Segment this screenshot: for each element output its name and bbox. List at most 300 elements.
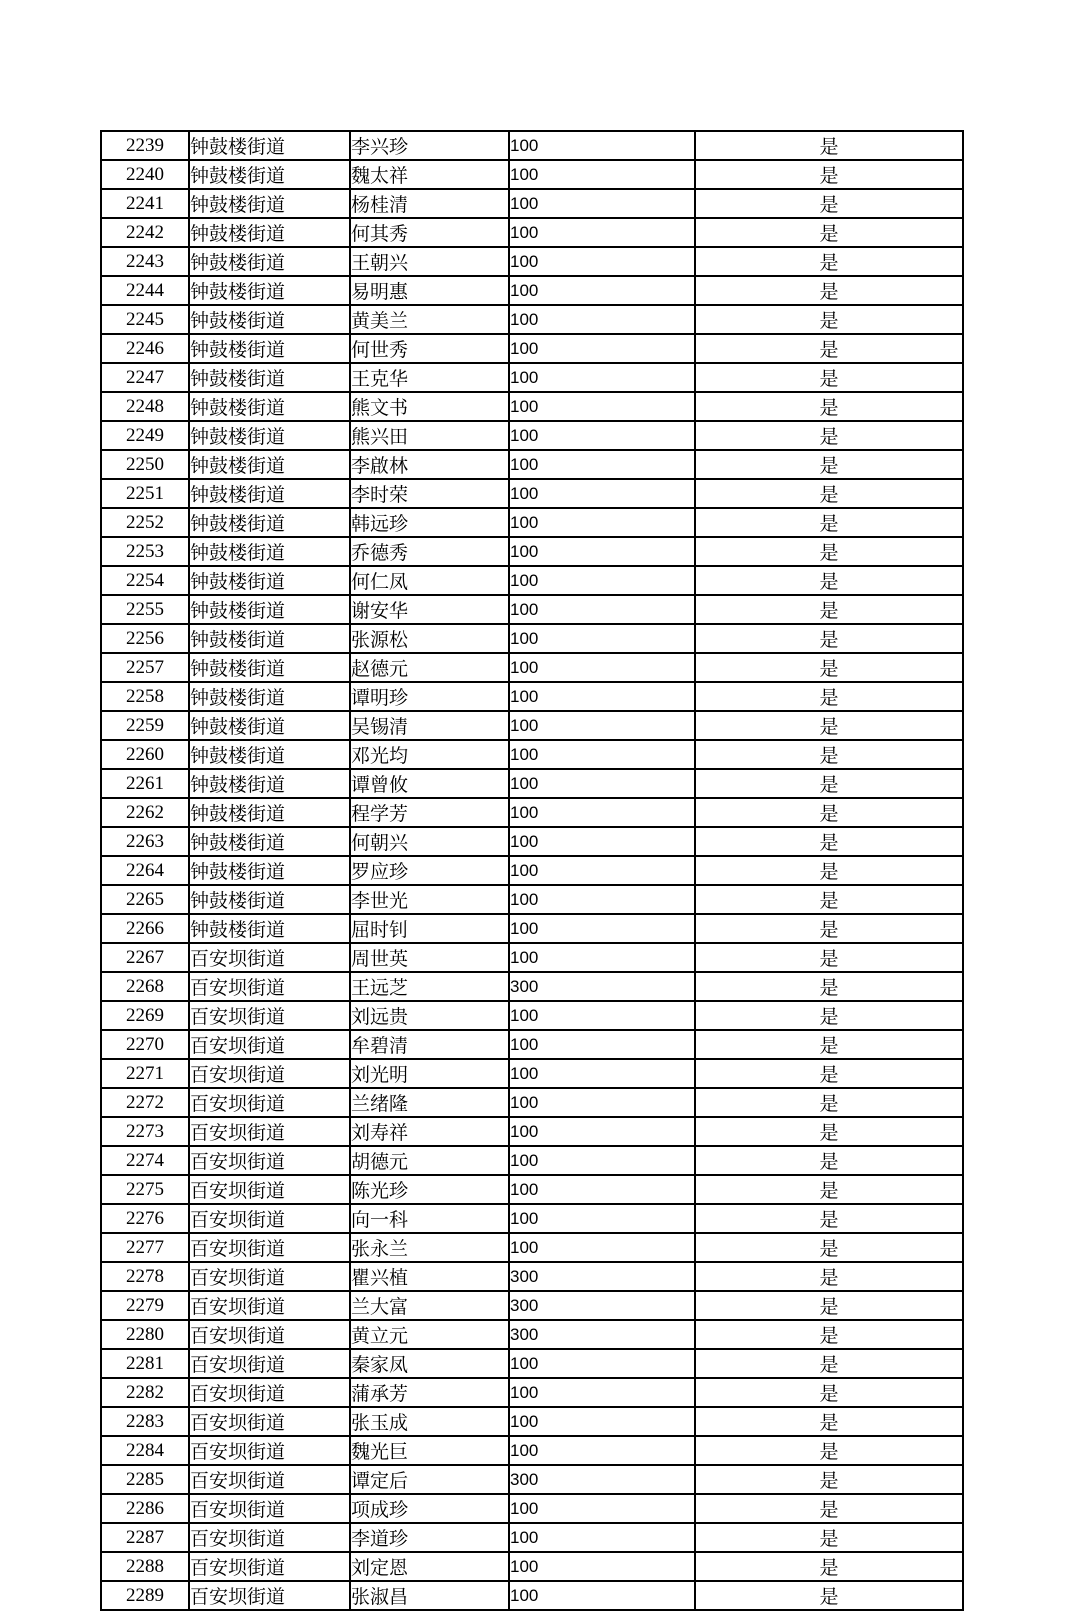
table-row bbox=[101, 1349, 963, 1378]
table-row bbox=[101, 653, 963, 682]
table-row bbox=[101, 1233, 963, 1262]
cell-confirmed: 是 bbox=[695, 508, 963, 537]
cell-street: 钟鼓楼街道 bbox=[189, 247, 350, 276]
cell-street: 百安坝街道 bbox=[189, 1262, 350, 1291]
cell-row-number: 2243 bbox=[101, 247, 189, 276]
cell-row-number: 2285 bbox=[101, 1465, 189, 1494]
cell-amount: 100 bbox=[509, 450, 695, 479]
cell-confirmed: 是 bbox=[695, 276, 963, 305]
cell-amount: 100 bbox=[509, 1378, 695, 1407]
cell-row-number: 2277 bbox=[101, 1233, 189, 1262]
cell-amount: 100 bbox=[509, 247, 695, 276]
cell-confirmed: 是 bbox=[695, 827, 963, 856]
table-row bbox=[101, 1117, 963, 1146]
cell-confirmed: 是 bbox=[695, 798, 963, 827]
table-row bbox=[101, 740, 963, 769]
cell-person-name: 张源松 bbox=[350, 624, 509, 653]
cell-amount: 100 bbox=[509, 537, 695, 566]
cell-street: 百安坝街道 bbox=[189, 1552, 350, 1581]
cell-confirmed: 是 bbox=[695, 972, 963, 1001]
cell-amount: 100 bbox=[509, 1088, 695, 1117]
table-row bbox=[101, 798, 963, 827]
cell-amount: 100 bbox=[509, 653, 695, 682]
cell-row-number: 2280 bbox=[101, 1320, 189, 1349]
table-row bbox=[101, 276, 963, 305]
cell-person-name: 刘寿祥 bbox=[350, 1117, 509, 1146]
cell-amount: 100 bbox=[509, 305, 695, 334]
cell-person-name: 刘远贵 bbox=[350, 1001, 509, 1030]
cell-person-name: 王远芝 bbox=[350, 972, 509, 1001]
cell-confirmed: 是 bbox=[695, 1349, 963, 1378]
cell-confirmed: 是 bbox=[695, 1552, 963, 1581]
cell-amount: 300 bbox=[509, 1291, 695, 1320]
cell-amount: 100 bbox=[509, 1146, 695, 1175]
cell-street: 百安坝街道 bbox=[189, 1581, 350, 1610]
cell-person-name: 谢安华 bbox=[350, 595, 509, 624]
cell-street: 百安坝街道 bbox=[189, 1465, 350, 1494]
table-row bbox=[101, 827, 963, 856]
cell-amount: 100 bbox=[509, 392, 695, 421]
cell-person-name: 王克华 bbox=[350, 363, 509, 392]
table-row bbox=[101, 334, 963, 363]
cell-person-name: 周世英 bbox=[350, 943, 509, 972]
cell-row-number: 2284 bbox=[101, 1436, 189, 1465]
cell-street: 百安坝街道 bbox=[189, 1146, 350, 1175]
cell-person-name: 魏太祥 bbox=[350, 160, 509, 189]
cell-confirmed: 是 bbox=[695, 1436, 963, 1465]
cell-row-number: 2256 bbox=[101, 624, 189, 653]
table-row bbox=[101, 363, 963, 392]
cell-row-number: 2289 bbox=[101, 1581, 189, 1610]
cell-person-name: 熊文书 bbox=[350, 392, 509, 421]
cell-row-number: 2267 bbox=[101, 943, 189, 972]
cell-amount: 100 bbox=[509, 1233, 695, 1262]
cell-street: 钟鼓楼街道 bbox=[189, 856, 350, 885]
cell-amount: 100 bbox=[509, 856, 695, 885]
cell-confirmed: 是 bbox=[695, 1204, 963, 1233]
cell-row-number: 2263 bbox=[101, 827, 189, 856]
cell-confirmed: 是 bbox=[695, 1378, 963, 1407]
table-row bbox=[101, 566, 963, 595]
cell-confirmed: 是 bbox=[695, 218, 963, 247]
cell-confirmed: 是 bbox=[695, 392, 963, 421]
cell-person-name: 谭曾攸 bbox=[350, 769, 509, 798]
table-row bbox=[101, 972, 963, 1001]
cell-row-number: 2261 bbox=[101, 769, 189, 798]
cell-street: 钟鼓楼街道 bbox=[189, 218, 350, 247]
cell-row-number: 2286 bbox=[101, 1494, 189, 1523]
cell-confirmed: 是 bbox=[695, 189, 963, 218]
cell-confirmed: 是 bbox=[695, 740, 963, 769]
cell-amount: 100 bbox=[509, 1523, 695, 1552]
cell-street: 钟鼓楼街道 bbox=[189, 363, 350, 392]
cell-person-name: 屈时钊 bbox=[350, 914, 509, 943]
cell-street: 钟鼓楼街道 bbox=[189, 479, 350, 508]
table-row bbox=[101, 1494, 963, 1523]
cell-row-number: 2265 bbox=[101, 885, 189, 914]
cell-row-number: 2273 bbox=[101, 1117, 189, 1146]
cell-street: 钟鼓楼街道 bbox=[189, 160, 350, 189]
table-row bbox=[101, 1581, 963, 1610]
cell-confirmed: 是 bbox=[695, 1146, 963, 1175]
cell-street: 钟鼓楼街道 bbox=[189, 769, 350, 798]
table-row bbox=[101, 914, 963, 943]
cell-person-name: 张玉成 bbox=[350, 1407, 509, 1436]
cell-person-name: 陈光珍 bbox=[350, 1175, 509, 1204]
table-row bbox=[101, 856, 963, 885]
table-row bbox=[101, 595, 963, 624]
cell-confirmed: 是 bbox=[695, 537, 963, 566]
table-row bbox=[101, 769, 963, 798]
cell-street: 百安坝街道 bbox=[189, 1378, 350, 1407]
cell-street: 钟鼓楼街道 bbox=[189, 827, 350, 856]
cell-row-number: 2246 bbox=[101, 334, 189, 363]
cell-amount: 100 bbox=[509, 421, 695, 450]
cell-row-number: 2272 bbox=[101, 1088, 189, 1117]
cell-confirmed: 是 bbox=[695, 1117, 963, 1146]
cell-row-number: 2244 bbox=[101, 276, 189, 305]
cell-confirmed: 是 bbox=[695, 624, 963, 653]
cell-street: 钟鼓楼街道 bbox=[189, 624, 350, 653]
table-row bbox=[101, 1291, 963, 1320]
cell-street: 百安坝街道 bbox=[189, 1320, 350, 1349]
cell-amount: 300 bbox=[509, 1465, 695, 1494]
cell-row-number: 2278 bbox=[101, 1262, 189, 1291]
table-row bbox=[101, 392, 963, 421]
cell-confirmed: 是 bbox=[695, 334, 963, 363]
cell-person-name: 谭定后 bbox=[350, 1465, 509, 1494]
table-row bbox=[101, 943, 963, 972]
cell-street: 百安坝街道 bbox=[189, 1001, 350, 1030]
table-row bbox=[101, 537, 963, 566]
cell-row-number: 2271 bbox=[101, 1059, 189, 1088]
cell-street: 百安坝街道 bbox=[189, 1436, 350, 1465]
cell-row-number: 2259 bbox=[101, 711, 189, 740]
cell-row-number: 2260 bbox=[101, 740, 189, 769]
cell-person-name: 罗应珍 bbox=[350, 856, 509, 885]
table-row bbox=[101, 1378, 963, 1407]
cell-amount: 100 bbox=[509, 1204, 695, 1233]
cell-row-number: 2281 bbox=[101, 1349, 189, 1378]
cell-street: 钟鼓楼街道 bbox=[189, 131, 350, 160]
cell-amount: 100 bbox=[509, 595, 695, 624]
cell-row-number: 2279 bbox=[101, 1291, 189, 1320]
cell-amount: 100 bbox=[509, 711, 695, 740]
cell-amount: 100 bbox=[509, 218, 695, 247]
cell-confirmed: 是 bbox=[695, 914, 963, 943]
cell-row-number: 2283 bbox=[101, 1407, 189, 1436]
cell-street: 百安坝街道 bbox=[189, 943, 350, 972]
cell-person-name: 瞿兴植 bbox=[350, 1262, 509, 1291]
cell-street: 钟鼓楼街道 bbox=[189, 189, 350, 218]
cell-row-number: 2239 bbox=[101, 131, 189, 160]
cell-confirmed: 是 bbox=[695, 1233, 963, 1262]
cell-person-name: 韩远珍 bbox=[350, 508, 509, 537]
table-row bbox=[101, 450, 963, 479]
cell-row-number: 2264 bbox=[101, 856, 189, 885]
cell-person-name: 张淑昌 bbox=[350, 1581, 509, 1610]
cell-confirmed: 是 bbox=[695, 421, 963, 450]
cell-amount: 100 bbox=[509, 1030, 695, 1059]
cell-person-name: 何仁凤 bbox=[350, 566, 509, 595]
cell-amount: 100 bbox=[509, 914, 695, 943]
cell-person-name: 杨桂清 bbox=[350, 189, 509, 218]
cell-confirmed: 是 bbox=[695, 1001, 963, 1030]
cell-row-number: 2287 bbox=[101, 1523, 189, 1552]
cell-amount: 100 bbox=[509, 1436, 695, 1465]
cell-person-name: 谭明珍 bbox=[350, 682, 509, 711]
table-row bbox=[101, 131, 963, 160]
cell-amount: 100 bbox=[509, 740, 695, 769]
cell-row-number: 2262 bbox=[101, 798, 189, 827]
cell-row-number: 2269 bbox=[101, 1001, 189, 1030]
cell-confirmed: 是 bbox=[695, 856, 963, 885]
cell-street: 百安坝街道 bbox=[189, 1523, 350, 1552]
cell-street: 百安坝街道 bbox=[189, 1175, 350, 1204]
cell-street: 百安坝街道 bbox=[189, 1204, 350, 1233]
cell-row-number: 2257 bbox=[101, 653, 189, 682]
cell-amount: 100 bbox=[509, 1117, 695, 1146]
table-row bbox=[101, 1407, 963, 1436]
cell-row-number: 2248 bbox=[101, 392, 189, 421]
cell-amount: 100 bbox=[509, 769, 695, 798]
cell-row-number: 2288 bbox=[101, 1552, 189, 1581]
table-row bbox=[101, 479, 963, 508]
cell-amount: 100 bbox=[509, 1494, 695, 1523]
cell-street: 百安坝街道 bbox=[189, 1117, 350, 1146]
cell-amount: 100 bbox=[509, 1552, 695, 1581]
cell-row-number: 2251 bbox=[101, 479, 189, 508]
cell-amount: 100 bbox=[509, 943, 695, 972]
table-row bbox=[101, 1088, 963, 1117]
cell-person-name: 刘光明 bbox=[350, 1059, 509, 1088]
cell-street: 百安坝街道 bbox=[189, 1407, 350, 1436]
cell-amount: 100 bbox=[509, 1349, 695, 1378]
table-row bbox=[101, 1523, 963, 1552]
table-row bbox=[101, 1001, 963, 1030]
table-row bbox=[101, 218, 963, 247]
cell-person-name: 蒲承芳 bbox=[350, 1378, 509, 1407]
cell-row-number: 2270 bbox=[101, 1030, 189, 1059]
cell-person-name: 李兴珍 bbox=[350, 131, 509, 160]
cell-street: 钟鼓楼街道 bbox=[189, 885, 350, 914]
cell-street: 百安坝街道 bbox=[189, 1030, 350, 1059]
cell-confirmed: 是 bbox=[695, 1030, 963, 1059]
cell-street: 钟鼓楼街道 bbox=[189, 450, 350, 479]
cell-person-name: 李啟林 bbox=[350, 450, 509, 479]
cell-person-name: 兰绪隆 bbox=[350, 1088, 509, 1117]
table-row bbox=[101, 1175, 963, 1204]
cell-confirmed: 是 bbox=[695, 1581, 963, 1610]
table-row bbox=[101, 885, 963, 914]
cell-street: 钟鼓楼街道 bbox=[189, 682, 350, 711]
table-row bbox=[101, 1320, 963, 1349]
cell-street: 百安坝街道 bbox=[189, 1233, 350, 1262]
cell-amount: 100 bbox=[509, 682, 695, 711]
cell-person-name: 秦家凤 bbox=[350, 1349, 509, 1378]
cell-confirmed: 是 bbox=[695, 160, 963, 189]
cell-confirmed: 是 bbox=[695, 1059, 963, 1088]
cell-row-number: 2250 bbox=[101, 450, 189, 479]
cell-amount: 100 bbox=[509, 508, 695, 537]
cell-row-number: 2282 bbox=[101, 1378, 189, 1407]
cell-street: 百安坝街道 bbox=[189, 1349, 350, 1378]
table-row bbox=[101, 1204, 963, 1233]
cell-amount: 100 bbox=[509, 1001, 695, 1030]
cell-row-number: 2268 bbox=[101, 972, 189, 1001]
cell-amount: 100 bbox=[509, 827, 695, 856]
cell-person-name: 李时荣 bbox=[350, 479, 509, 508]
table-row bbox=[101, 247, 963, 276]
cell-street: 百安坝街道 bbox=[189, 972, 350, 1001]
cell-row-number: 2245 bbox=[101, 305, 189, 334]
cell-amount: 100 bbox=[509, 160, 695, 189]
table-row bbox=[101, 189, 963, 218]
cell-amount: 100 bbox=[509, 798, 695, 827]
table-row bbox=[101, 1436, 963, 1465]
cell-confirmed: 是 bbox=[695, 1465, 963, 1494]
cell-person-name: 程学芳 bbox=[350, 798, 509, 827]
cell-row-number: 2266 bbox=[101, 914, 189, 943]
cell-person-name: 赵德元 bbox=[350, 653, 509, 682]
cell-person-name: 吴锡清 bbox=[350, 711, 509, 740]
cell-confirmed: 是 bbox=[695, 1262, 963, 1291]
cell-street: 钟鼓楼街道 bbox=[189, 798, 350, 827]
cell-person-name: 张永兰 bbox=[350, 1233, 509, 1262]
cell-person-name: 项成珍 bbox=[350, 1494, 509, 1523]
cell-person-name: 李世光 bbox=[350, 885, 509, 914]
cell-person-name: 向一科 bbox=[350, 1204, 509, 1233]
table-row bbox=[101, 624, 963, 653]
cell-person-name: 何世秀 bbox=[350, 334, 509, 363]
cell-row-number: 2247 bbox=[101, 363, 189, 392]
cell-confirmed: 是 bbox=[695, 1494, 963, 1523]
cell-street: 钟鼓楼街道 bbox=[189, 537, 350, 566]
cell-confirmed: 是 bbox=[695, 711, 963, 740]
cell-confirmed: 是 bbox=[695, 450, 963, 479]
cell-confirmed: 是 bbox=[695, 305, 963, 334]
table-row bbox=[101, 1146, 963, 1175]
cell-person-name: 胡德元 bbox=[350, 1146, 509, 1175]
cell-person-name: 牟碧清 bbox=[350, 1030, 509, 1059]
cell-confirmed: 是 bbox=[695, 1523, 963, 1552]
cell-confirmed: 是 bbox=[695, 1407, 963, 1436]
cell-street: 百安坝街道 bbox=[189, 1088, 350, 1117]
cell-street: 钟鼓楼街道 bbox=[189, 711, 350, 740]
cell-row-number: 2252 bbox=[101, 508, 189, 537]
cell-street: 钟鼓楼街道 bbox=[189, 566, 350, 595]
cell-amount: 100 bbox=[509, 566, 695, 595]
cell-street: 百安坝街道 bbox=[189, 1291, 350, 1320]
cell-confirmed: 是 bbox=[695, 1320, 963, 1349]
cell-street: 钟鼓楼街道 bbox=[189, 740, 350, 769]
table-row bbox=[101, 160, 963, 189]
roster-table-body bbox=[101, 131, 963, 1610]
cell-person-name: 魏光巨 bbox=[350, 1436, 509, 1465]
cell-street: 钟鼓楼街道 bbox=[189, 914, 350, 943]
cell-street: 钟鼓楼街道 bbox=[189, 508, 350, 537]
cell-confirmed: 是 bbox=[695, 943, 963, 972]
table-row bbox=[101, 1030, 963, 1059]
cell-amount: 100 bbox=[509, 624, 695, 653]
cell-row-number: 2276 bbox=[101, 1204, 189, 1233]
cell-street: 钟鼓楼街道 bbox=[189, 334, 350, 363]
cell-street: 钟鼓楼街道 bbox=[189, 595, 350, 624]
cell-person-name: 乔德秀 bbox=[350, 537, 509, 566]
cell-person-name: 黄立元 bbox=[350, 1320, 509, 1349]
cell-confirmed: 是 bbox=[695, 1088, 963, 1117]
cell-street: 百安坝街道 bbox=[189, 1059, 350, 1088]
cell-row-number: 2240 bbox=[101, 160, 189, 189]
cell-row-number: 2253 bbox=[101, 537, 189, 566]
cell-amount: 100 bbox=[509, 1407, 695, 1436]
cell-street: 钟鼓楼街道 bbox=[189, 653, 350, 682]
cell-amount: 100 bbox=[509, 1059, 695, 1088]
cell-amount: 300 bbox=[509, 1262, 695, 1291]
table-row bbox=[101, 711, 963, 740]
cell-confirmed: 是 bbox=[695, 247, 963, 276]
table-row bbox=[101, 421, 963, 450]
cell-confirmed: 是 bbox=[695, 566, 963, 595]
cell-amount: 100 bbox=[509, 334, 695, 363]
cell-street: 钟鼓楼街道 bbox=[189, 421, 350, 450]
cell-row-number: 2274 bbox=[101, 1146, 189, 1175]
table-row bbox=[101, 508, 963, 537]
table-row bbox=[101, 682, 963, 711]
cell-person-name: 邓光均 bbox=[350, 740, 509, 769]
cell-amount: 100 bbox=[509, 885, 695, 914]
cell-confirmed: 是 bbox=[695, 131, 963, 160]
cell-confirmed: 是 bbox=[695, 653, 963, 682]
cell-street: 钟鼓楼街道 bbox=[189, 305, 350, 334]
cell-confirmed: 是 bbox=[695, 885, 963, 914]
cell-person-name: 何其秀 bbox=[350, 218, 509, 247]
cell-amount: 300 bbox=[509, 1320, 695, 1349]
cell-street: 钟鼓楼街道 bbox=[189, 276, 350, 305]
cell-confirmed: 是 bbox=[695, 682, 963, 711]
table-row bbox=[101, 1465, 963, 1494]
cell-row-number: 2275 bbox=[101, 1175, 189, 1204]
table-row bbox=[101, 305, 963, 334]
cell-person-name: 何朝兴 bbox=[350, 827, 509, 856]
cell-confirmed: 是 bbox=[695, 769, 963, 798]
cell-row-number: 2249 bbox=[101, 421, 189, 450]
cell-confirmed: 是 bbox=[695, 595, 963, 624]
cell-amount: 100 bbox=[509, 363, 695, 392]
cell-row-number: 2258 bbox=[101, 682, 189, 711]
roster-table bbox=[100, 130, 964, 1611]
cell-amount: 100 bbox=[509, 131, 695, 160]
cell-row-number: 2254 bbox=[101, 566, 189, 595]
cell-person-name: 熊兴田 bbox=[350, 421, 509, 450]
cell-amount: 300 bbox=[509, 972, 695, 1001]
cell-street: 百安坝街道 bbox=[189, 1494, 350, 1523]
cell-amount: 100 bbox=[509, 1581, 695, 1610]
cell-person-name: 兰大富 bbox=[350, 1291, 509, 1320]
cell-person-name: 易明惠 bbox=[350, 276, 509, 305]
cell-person-name: 王朝兴 bbox=[350, 247, 509, 276]
cell-person-name: 黄美兰 bbox=[350, 305, 509, 334]
cell-amount: 100 bbox=[509, 1175, 695, 1204]
table-row bbox=[101, 1262, 963, 1291]
cell-person-name: 刘定恩 bbox=[350, 1552, 509, 1581]
table-row bbox=[101, 1059, 963, 1088]
cell-row-number: 2242 bbox=[101, 218, 189, 247]
cell-confirmed: 是 bbox=[695, 479, 963, 508]
cell-amount: 100 bbox=[509, 276, 695, 305]
cell-confirmed: 是 bbox=[695, 1175, 963, 1204]
cell-confirmed: 是 bbox=[695, 363, 963, 392]
